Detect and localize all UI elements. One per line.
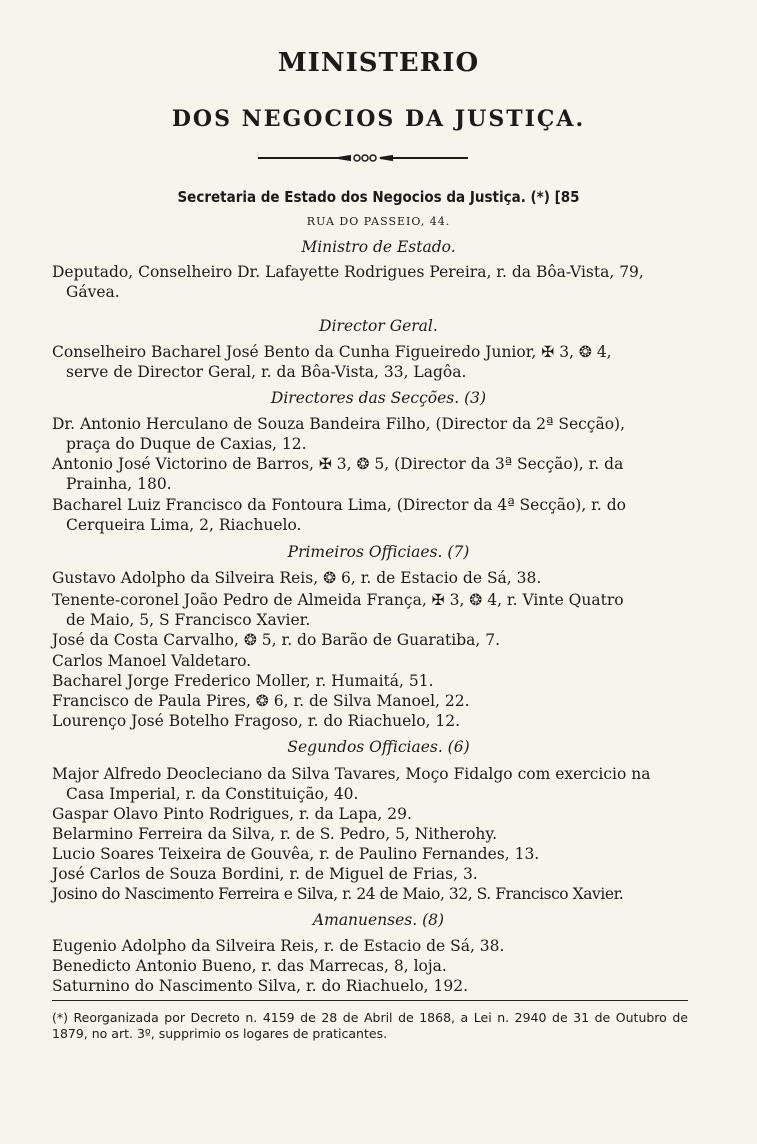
section-heading: Segundos Officiaes. (6) — [287, 738, 470, 756]
list-item: Antonio José Victorino de Barros, ✠ 3, ❂ 5, (Director da 3ª Secção), r. da Prainha, 180. — [52, 455, 624, 493]
list-item: Bacharel Jorge Frederico Moller, r. Humaitá, 51. — [52, 672, 434, 690]
list-item: Gustavo Adolpho da Silveira Reis, ❂ 6, r. de Estacio de Sá, 38. — [52, 569, 542, 587]
list-item: Deputado, Conselheiro Dr. Lafayette Rodrigues Pereira, r. da Bôa-Vista, 79, Gávea. — [52, 263, 644, 301]
secretaria-address: RUA DO PASSEIO, 44. — [306, 215, 451, 228]
list-item: José da Costa Carvalho, ❂ 5, r. do Barão de Guaratiba, 7. — [52, 631, 501, 649]
list-item: Lucio Soares Teixeira de Gouvêa, r. de Paulino Fernandes, 13. — [52, 845, 540, 863]
footnote-rule — [52, 1000, 688, 1001]
footnote: (*) Reorganizada por Decreto n. 4159 de 28 de Abril de 1868, a Lei n. 2940 de 31 de Outubro de 1879, no art. 3º, supprimio os logares de praticantes. — [52, 1010, 688, 1041]
list-item: Josino do Nascimento Ferreira e Silva, r. 24 de Maio, 32, S. Francisco Xavier. — [52, 885, 624, 903]
list-item: Saturnino do Nascimento Silva, r. do Riachuelo, 192. — [52, 977, 469, 995]
ministry-subtitle: DOS NEGOCIOS DA JUSTIÇA. — [171, 106, 586, 132]
list-item: Bacharel Luiz Francisco da Fontoura Lima, (Director da 4ª Secção), r. do Cerqueira Lima, 2, Riachuelo. — [52, 496, 626, 534]
list-item: Conselheiro Bacharel José Bento da Cunha Figueiredo Junior, ✠ 3, ❂ 4, serve de Director Geral, r. da Bôa-Vista, 33, Lagôa. — [52, 343, 612, 381]
list-item: Francisco de Paula Pires, ❂ 6, r. de Silva Manoel, 22. — [52, 692, 470, 710]
list-item: José Carlos de Souza Bordini, r. de Miguel de Frias, 3. — [52, 865, 478, 883]
list-item: Carlos Manoel Valdetaro. — [52, 652, 252, 670]
ornament-divider — [258, 153, 468, 163]
secretaria-heading: Secretaria de Estado dos Negocios da Justiça. (*) [85 — [177, 188, 580, 206]
section-heading: Primeiros Officiaes. (7) — [287, 543, 470, 561]
ministry-title: MINISTERIO — [277, 48, 480, 78]
section-heading: Directores das Secções. (3) — [270, 389, 487, 407]
list-item: Dr. Antonio Herculano de Souza Bandeira Filho, (Director da 2ª Secção), praça do Duque de Caxias, 12. — [52, 415, 626, 453]
list-item: Eugenio Adolpho da Silveira Reis, r. de Estacio de Sá, 38. — [52, 937, 505, 955]
list-item: Gaspar Olavo Pinto Rodrigues, r. da Lapa, 29. — [52, 805, 412, 823]
list-item: Benedicto Antonio Bueno, r. das Marrecas, 8, loja. — [52, 957, 447, 975]
list-item: Major Alfredo Deocleciano da Silva Tavares, Moço Fidalgo com exercicio na Casa Imperial, r. da Constituição, 40. — [52, 765, 651, 803]
list-item: Tenente-coronel João Pedro de Almeida França, ✠ 3, ❂ 4, r. Vinte Quatro de Maio, 5, S Francisco Xavier. — [52, 591, 624, 629]
list-item: Lourenço José Botelho Fragoso, r. do Riachuelo, 12. — [52, 712, 461, 730]
section-heading: Amanuenses. (8) — [312, 911, 445, 929]
section-heading: Director Geral. — [319, 317, 438, 335]
section-heading: Ministro de Estado. — [301, 238, 456, 256]
list-item: Belarmino Ferreira da Silva, r. de S. Pedro, 5, Nitherohy. — [52, 825, 498, 843]
